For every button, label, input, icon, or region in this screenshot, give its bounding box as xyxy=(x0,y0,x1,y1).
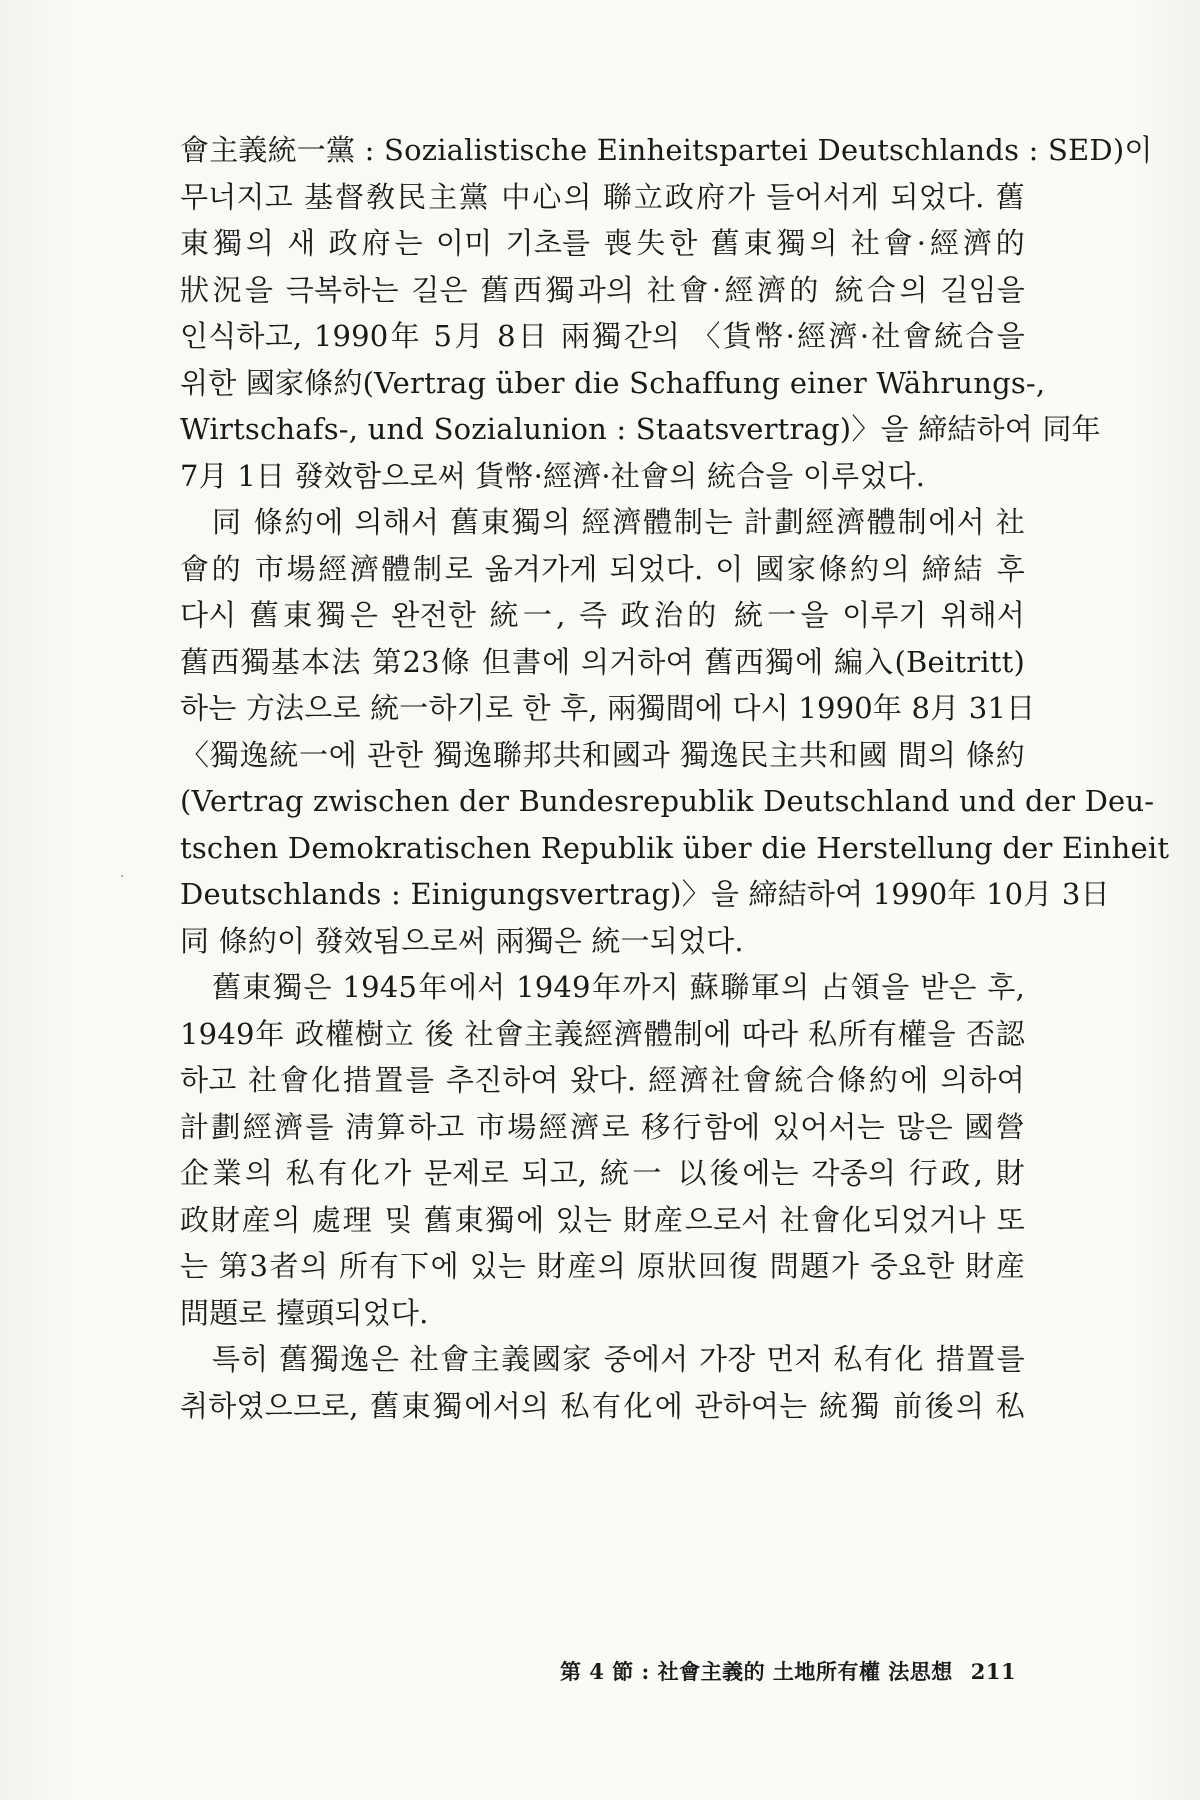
page-footer xyxy=(560,1656,1030,1686)
paragraph-first-line: 同 條約에 의해서 舊東獨의 經濟體制는 計劃經濟體制에서 社 xyxy=(212,505,1025,539)
text-line: 취하였으므로, 舊東獨에서의 私有化에 관하여는 統獨 前後의 私 xyxy=(180,1388,1025,1423)
text-line: 計劃經濟를 淸算하고 市場經濟로 移行함에 있어서는 많은 國營 xyxy=(180,1109,1025,1144)
text-line: 7月 1日 發效함으로써 貨幣·經濟·社會의 統合을 이루었다. xyxy=(180,458,926,493)
text-line: 위한 國家條約(Vertrag über die Schaffung einer Währungs-, xyxy=(180,365,1046,400)
text-line: 는 第3者의 所有下에 있는 財産의 原狀回復 問題가 중요한 財産 xyxy=(180,1249,1025,1283)
text-line: 무너지고 基督敎民主黨 中心의 聯立政府가 들어서게 되었다. 舊 xyxy=(180,179,1025,214)
text-line: 인식하고, 1990年 5月 8日 兩獨간의 〈貨幣·經濟·社會統合을 xyxy=(180,319,1025,353)
text-line: 하고 社會化措置를 추진하여 왔다. 經濟社會統合條約에 의하여 xyxy=(180,1063,1025,1097)
paragraph-first-line: 舊東獨은 1945年에서 1949年까지 蘇聯軍의 占領을 받은 후, xyxy=(212,970,1025,1004)
text-line: 企業의 私有化가 문제로 되고, 統一 以後에는 각종의 行政, 財 xyxy=(180,1156,1025,1190)
text-line: 舊西獨基本法 第23條 但書에 의거하여 舊西獨에 編入(Beitritt) xyxy=(180,644,1025,679)
text-line: 問題로 擡頭되었다. xyxy=(180,1295,429,1330)
text-line: (Vertrag zwischen der Bundesrepublik Deutschland und der Deu- xyxy=(180,784,1155,818)
paragraph-first-line: 특히 舊獨逸은 社會主義國家 중에서 가장 먼저 私有化 措置를 xyxy=(212,1342,1025,1376)
text-line: 1949年 政權樹立 後 社會主義經濟體制에 따라 私所有權을 否認 xyxy=(180,1016,1025,1051)
text-line: 會主義統一黨 : Sozialistische Einheitspartei Deutschlands : SED)이 xyxy=(180,133,1153,167)
text-line: 狀況을 극복하는 길은 舊西獨과의 社會·經濟的 統合의 길임을 xyxy=(180,272,1025,307)
page-number: 211 xyxy=(970,1659,1017,1684)
text-line: Deutschlands : Einigungsvertrag)〉을 締結하여 1990年 10月 3日 xyxy=(180,877,1110,911)
text-line: 會的 市場經濟體制로 옮겨가게 되었다. 이 國家條約의 締結 후 xyxy=(180,551,1025,586)
text-line: 政財産의 處理 및 舊東獨에 있는 財産으로서 社會化되었거나 또 xyxy=(180,1202,1025,1237)
running-head: 第 4 節 : 社會主義的 土地所有權 法思想 xyxy=(560,1659,953,1684)
text-line: 다시 舊東獨은 완전한 統一, 즉 政治的 統一을 이루기 위해서 xyxy=(180,598,1025,632)
text-line: 〈獨逸統一에 관한 獨逸聯邦共和國과 獨逸民主共和國 間의 條約 xyxy=(180,737,1025,772)
text-line: 同 條約이 發效됨으로써 兩獨은 統一되었다. xyxy=(180,923,744,958)
text-line: tschen Demokratischen Republik über die Herstellung der Einheit xyxy=(180,830,1170,865)
text-line: 하는 方法으로 統一하기로 한 후, 兩獨間에 다시 1990年 8月 31日 xyxy=(180,691,1036,725)
text-line: 東獨의 새 政府는 이미 기초를 喪失한 舊東獨의 社會·經濟的 xyxy=(180,226,1025,260)
text-line: Wirtschafs-, und Sozialunion : Staatsvertrag)〉을 締結하여 同年 xyxy=(180,412,1101,446)
body-text xyxy=(180,127,1170,1429)
scan-speck xyxy=(121,875,123,877)
